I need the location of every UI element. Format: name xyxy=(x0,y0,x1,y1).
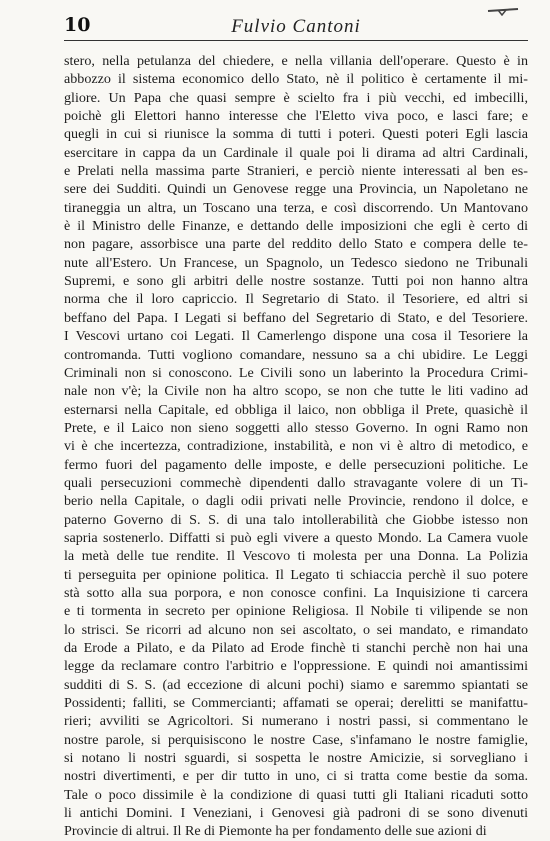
text-line: rieri; avviliti se Agricoltori. Si numerano i nostri passi, si commentano le xyxy=(64,713,528,730)
page-header xyxy=(64,14,528,42)
text-line: Prete, e il Laico non sieno soggetti allo stesso Governo. In ogni Ramo non xyxy=(64,419,528,436)
text-line: stero, nella petulanza del chiedere, e nella villania dell'operare. Questo è in xyxy=(64,53,528,69)
text-line: la metà delle tue rendite. Il Vescovo ti molesta per una Donna. La Polizia xyxy=(64,548,528,565)
ink-mark-decoration xyxy=(486,4,520,16)
text-line: esternarsi nella Capitale, ed obbliga il laico, non obbliga il Prete, quasichè il xyxy=(64,401,528,418)
text-line: sapria sostenerlo. Diffatti si può egli vivere a questo Mondo. La Camera vuole xyxy=(64,529,528,546)
text-line: norma che il loro capriccio. Il Segretario di Stato. il Tesoriere, ed altri si xyxy=(64,291,528,308)
text-line: e Prelati nella massima parte Stranieri, e perciò niente interessati al ben es- xyxy=(64,163,528,180)
text-line: nostri divertimenti, e per dir tutto in uno, ci si tratta come bestie da soma. xyxy=(64,768,528,785)
header-rule xyxy=(64,40,528,41)
text-line: Possidenti; falliti, se Commercianti; affamati se operai; derelitti se manifattu- xyxy=(64,695,528,712)
text-line: vi è che incertezza, contradizione, instabilità, e non vi è altro di metodico, e xyxy=(64,438,528,455)
text-line: gliore. Un Papa che quasi sempre è scielto fra i più vecchi, ed imbecilli, xyxy=(64,89,528,106)
text-line: legge da reclamare contro l'arbitrio e l'oppressione. E quindi noi amantissimi xyxy=(64,658,528,675)
text-line: sudditi di S. S. (ad eccezione di alcuni pochi) siamo e saremmo spiantati se xyxy=(64,676,528,693)
text-line: li antichi Domini. I Veneziani, i Genovesi già padroni di se sono divenuti xyxy=(64,805,528,822)
text-line: berio nella Capitale, o dagli odii privati nelle Provincie, rendono il dolce, e xyxy=(64,493,528,510)
text-line: lo strisci. Se ricorri ad alcuno non sei ascoltato, o sei mandato, e rimandato xyxy=(64,621,528,638)
text-line: tiraneggia un altra, un Toscano una terza, e così discorrendo. Un Mantovano xyxy=(64,199,528,216)
text-line: ti perseguita per opinione politica. Il Legato ti schiaccia perchè il suo potere xyxy=(64,566,528,583)
text-line: nute all'Estero. Un Francese, un Spagnolo, un Tedesco siedono ne Tribunali xyxy=(64,254,528,271)
text-line: Supremi, e sono gli arbitri delle nostre sostanze. Tutti poi non hanno altra xyxy=(64,273,528,290)
text-line: abbozzo il sistema economico dello Stato, nè il politico è certamente il mi- xyxy=(64,71,528,88)
text-line: beffano del Papa. I Legati si beffano del Segretario di Stato, e del Tesoriere. xyxy=(64,309,528,326)
text-line: e ti tormenta in secreto per opinione Religiosa. Il Nobile ti vilipende se non xyxy=(64,603,528,620)
body-text xyxy=(64,52,528,841)
text-line: fermo fuori del pagamento delle imposte, e delle persecuzioni politiche. Le xyxy=(64,456,528,473)
text-line: non pagare, assorbisce una parte del reddito dello Stato e compera delle te- xyxy=(64,236,528,253)
text-line: paterno Governo di S. S. di una talo intollerabilità che Giobbe istesso non xyxy=(64,511,528,528)
running-title: Fulvio Cantoni xyxy=(231,16,361,37)
text-line: quali persecuzioni commechè dipendenti dallo stravagante volere di un Ti- xyxy=(64,474,528,491)
text-line: esercitare in cappa da un Cardinale il quale poi li dirama ad altri Cardinali, xyxy=(64,144,528,161)
page-number: 10 xyxy=(64,14,91,36)
text-line: nale non v'è; la Civile non ha altro scopo, se non che tutte le liti vadino ad xyxy=(64,383,528,400)
text-line: stà sotto alla sua porpora, e non conosce confini. La Inquisizione ti carcera xyxy=(64,584,528,601)
text-line: poichè gli Elettori hanno interesse che l'Eletto viva poco, e lasci fare; e xyxy=(64,108,528,125)
text-line: Criminali non si conoscono. Le Civili sono un laberinto la Procedura Crimi- xyxy=(64,364,528,381)
text-line: nostre parole, si perquisiscono le nostre Case, s'infamano le nostre famiglie, xyxy=(64,731,528,748)
text-line: sere dei Sudditi. Quindi un Genovese regge una Provincia, un Napoletano ne xyxy=(64,181,528,198)
text-line: da Erode a Pilato, e da Pilato ad Erode finchè ti stanchi perchè non hai una xyxy=(64,640,528,656)
text-line: si notano li nostri sguardi, si sospetta le nostre Amicizie, si sorvegliano i xyxy=(64,750,528,767)
text-line: è il Ministro delle Finanze, e dettando delle imposizioni che egli è certo di xyxy=(64,218,528,235)
text-line: I Vescovi urtano coi Legati. Il Camerlengo dispone una cosa il Tesoriere la xyxy=(64,328,528,345)
text-line: Tale o poco dissimile è la condizione di quasi tutti gli Italiani ricaduti sotto xyxy=(64,786,528,803)
text-line: contromanda. Tutti vogliono comandare, nessuno sa a chi ubidire. Le Leggi xyxy=(64,346,528,363)
text-line: quegli in cui si riunisce la somma di tutti i poteri. Questi poteri Egli lascia xyxy=(64,126,528,143)
text-line: Provincie di altrui. Il Re di Piemonte ha per fondamento delle sue azioni di xyxy=(64,823,487,840)
